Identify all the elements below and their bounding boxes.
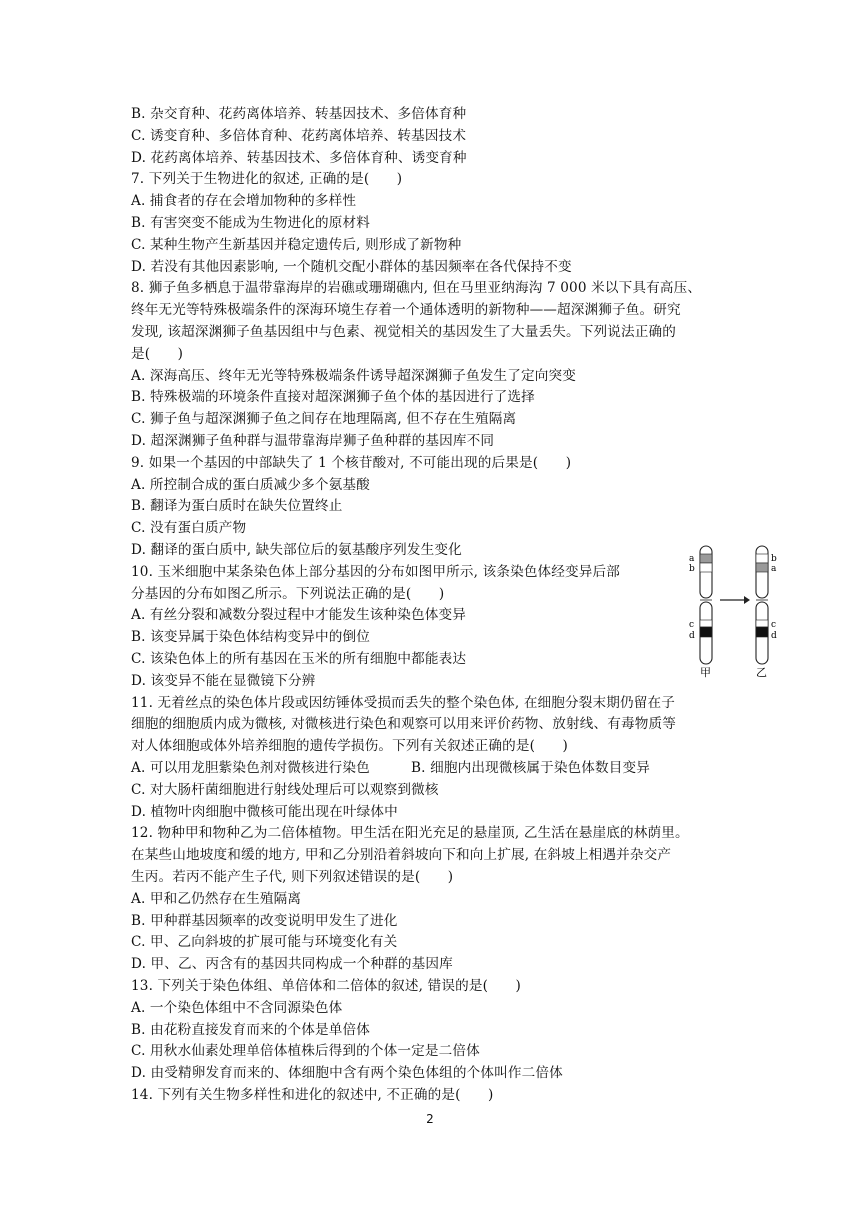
- gene-label: b: [771, 554, 777, 564]
- caption-jia: 甲: [700, 666, 711, 679]
- text-line: C. 狮子鱼与超深渊狮子鱼之间存在地理隔离, 但不存在生殖隔离: [131, 411, 517, 428]
- caption-yi: 乙: [756, 666, 767, 679]
- text-line: 对人体细胞或体外培养细胞的遗传学损伤。下列有关叙述正确的是( ): [131, 738, 568, 755]
- text-line: A. 所控制合成的蛋白质减少多个氨基酸: [131, 476, 370, 493]
- text-line: 9. 如果一个基因的中部缺失了 1 个核苷酸对, 不可能出现的后果是( ): [131, 454, 572, 471]
- text-line: A. 捕食者的存在会增加物种的多样性: [131, 193, 357, 210]
- text-line: 分基因的分布如图乙所示。下列说法正确的是( ): [131, 585, 445, 602]
- text-line: A. 深海高压、终年无光等特殊极端条件诱导超深渊狮子鱼发生了定向突变: [131, 367, 576, 384]
- text-line: C. 某种生物产生新基因并稳定遗传后, 则形成了新物种: [131, 236, 462, 253]
- text-line: C. 没有蛋白质产物: [131, 520, 247, 537]
- text-line: 7. 下列关于生物进化的叙述, 正确的是( ): [131, 171, 403, 188]
- text-line: A. 一个染色体组中不含同源染色体: [131, 999, 343, 1016]
- text-line: B. 翻译为蛋白质时在缺失位置终止: [131, 498, 343, 515]
- text-line: 13. 下列关于染色体组、单倍体和二倍体的叙述, 错误的是( ): [131, 978, 521, 994]
- text-line: A. 有丝分裂和减数分裂过程中才能发生该种染色体变异: [131, 607, 467, 624]
- text-line: D. 由受精卵发育而来的、体细胞中含有两个染色体组的个体叫作二倍体: [131, 1065, 563, 1082]
- page-number: 2: [426, 1112, 434, 1126]
- text-line: 10. 玉米细胞中某条染色体上部分基因的分布如图甲所示, 该条染色体经变异后部: [131, 563, 621, 580]
- text-line: D. 若没有其他因素影响, 一个随机交配小群体的基因频率在各代保持不变: [131, 258, 572, 275]
- text-line: D. 超深渊狮子鱼种群与温带靠海岸狮子鱼种群的基因库不同: [131, 433, 495, 449]
- text-line: D. 花药离体培养、转基因技术、多倍体育种、诱变育种: [131, 149, 467, 166]
- text-line: D. 植物叶肉细胞中微核可能出现在叶绿体中: [131, 803, 398, 820]
- text-line: B. 甲种群基因频率的改变说明甲发生了进化: [131, 912, 398, 929]
- chromosome-figure: [686, 540, 796, 680]
- text-line: B. 该变异属于染色体结构变异中的倒位: [131, 629, 370, 646]
- text-line: C. 用秋水仙素处理单倍体植株后得到的个体一定是二倍体: [131, 1043, 480, 1060]
- text-line: D. 翻译的蛋白质中, 缺失部位后的氨基酸序列发生变化: [131, 542, 462, 558]
- text-line: 14. 下列有关生物多样性和进化的叙述中, 不正确的是( ): [131, 1087, 494, 1103]
- text-line: A. 可以用龙胆紫染色剂对微核进行染色 B. 细胞内出现微核属于染色体数目变异: [131, 760, 651, 776]
- text-line: B. 特殊极端的环境条件直接对超深渊狮子鱼个体的基因进行了选择: [131, 389, 535, 406]
- text-line: A. 甲和乙仍然存在生殖隔离: [131, 890, 302, 907]
- text-line: D. 该变异不能在显微镜下分辨: [131, 672, 316, 689]
- text-line: 细胞的细胞质内成为微核, 对微核进行染色和观察可以用来评价药物、放射线、有毒物质等: [131, 716, 676, 733]
- chromosome-jia: [700, 546, 712, 664]
- text-line: 8. 狮子鱼多栖息于温带靠海岸的岩礁或珊瑚礁内, 但在马里亚纳海沟 7 000 米以下具有高压、: [131, 280, 702, 297]
- gene-label: c: [689, 620, 695, 630]
- text-line: 在某些山地坡度和缓的地方, 甲和乙分别沿着斜坡向下和向上扩展, 在斜坡上相遇并杂交产: [131, 847, 672, 864]
- text-line: 是( ): [131, 345, 184, 362]
- text-line: C. 对大肠杆菌细胞进行射线处理后可以观察到微核: [131, 781, 439, 798]
- text-line: 生丙。若丙不能产生子代, 则下列叙述错误的是( ): [131, 869, 454, 885]
- text-line: B. 由花粉直接发育而来的个体是单倍体: [131, 1021, 370, 1038]
- gene-label: a: [689, 554, 695, 564]
- gene-label: d: [771, 631, 777, 641]
- gene-label: c: [771, 620, 777, 630]
- text-line: 11. 无着丝点的染色体片段或因纺锤体受损而丢失的整个染色体, 在细胞分裂末期仍留在子: [131, 694, 675, 711]
- text-line: C. 该染色体上的所有基因在玉米的所有细胞中都能表达: [131, 651, 467, 667]
- text-line: D. 甲、乙、丙含有的基因共同构成一个种群的基因库: [131, 956, 453, 973]
- text-line: B. 杂交育种、花药离体培养、转基因技术、多倍体育种: [131, 106, 467, 122]
- text-line: C. 诱变育种、多倍体育种、花药离体培养、转基因技术: [131, 127, 467, 144]
- text-line: B. 有害突变不能成为生物进化的原材料: [131, 215, 370, 231]
- text-line: 终年无光等特殊极端条件的深海环境生存着一个通体透明的新物种——超深渊狮子鱼。研究: [131, 302, 681, 319]
- gene-label: d: [689, 631, 695, 641]
- arrow-right-icon: [720, 596, 750, 604]
- gene-label: b: [689, 564, 695, 574]
- text-line: 发现, 该超深渊狮子鱼基因组中与色素、视觉相关的基因发生了大量丢失。下列说法正确的: [131, 324, 676, 340]
- gene-label: a: [771, 564, 777, 574]
- chromosome-yi: [756, 546, 768, 664]
- text-line: C. 甲、乙向斜坡的扩展可能与环境变化有关: [131, 934, 398, 951]
- text-line: 12. 物种甲和物种乙为二倍体植物。甲生活在阳光充足的悬崖顶, 乙生活在悬崖底的林荫里。: [131, 825, 689, 842]
